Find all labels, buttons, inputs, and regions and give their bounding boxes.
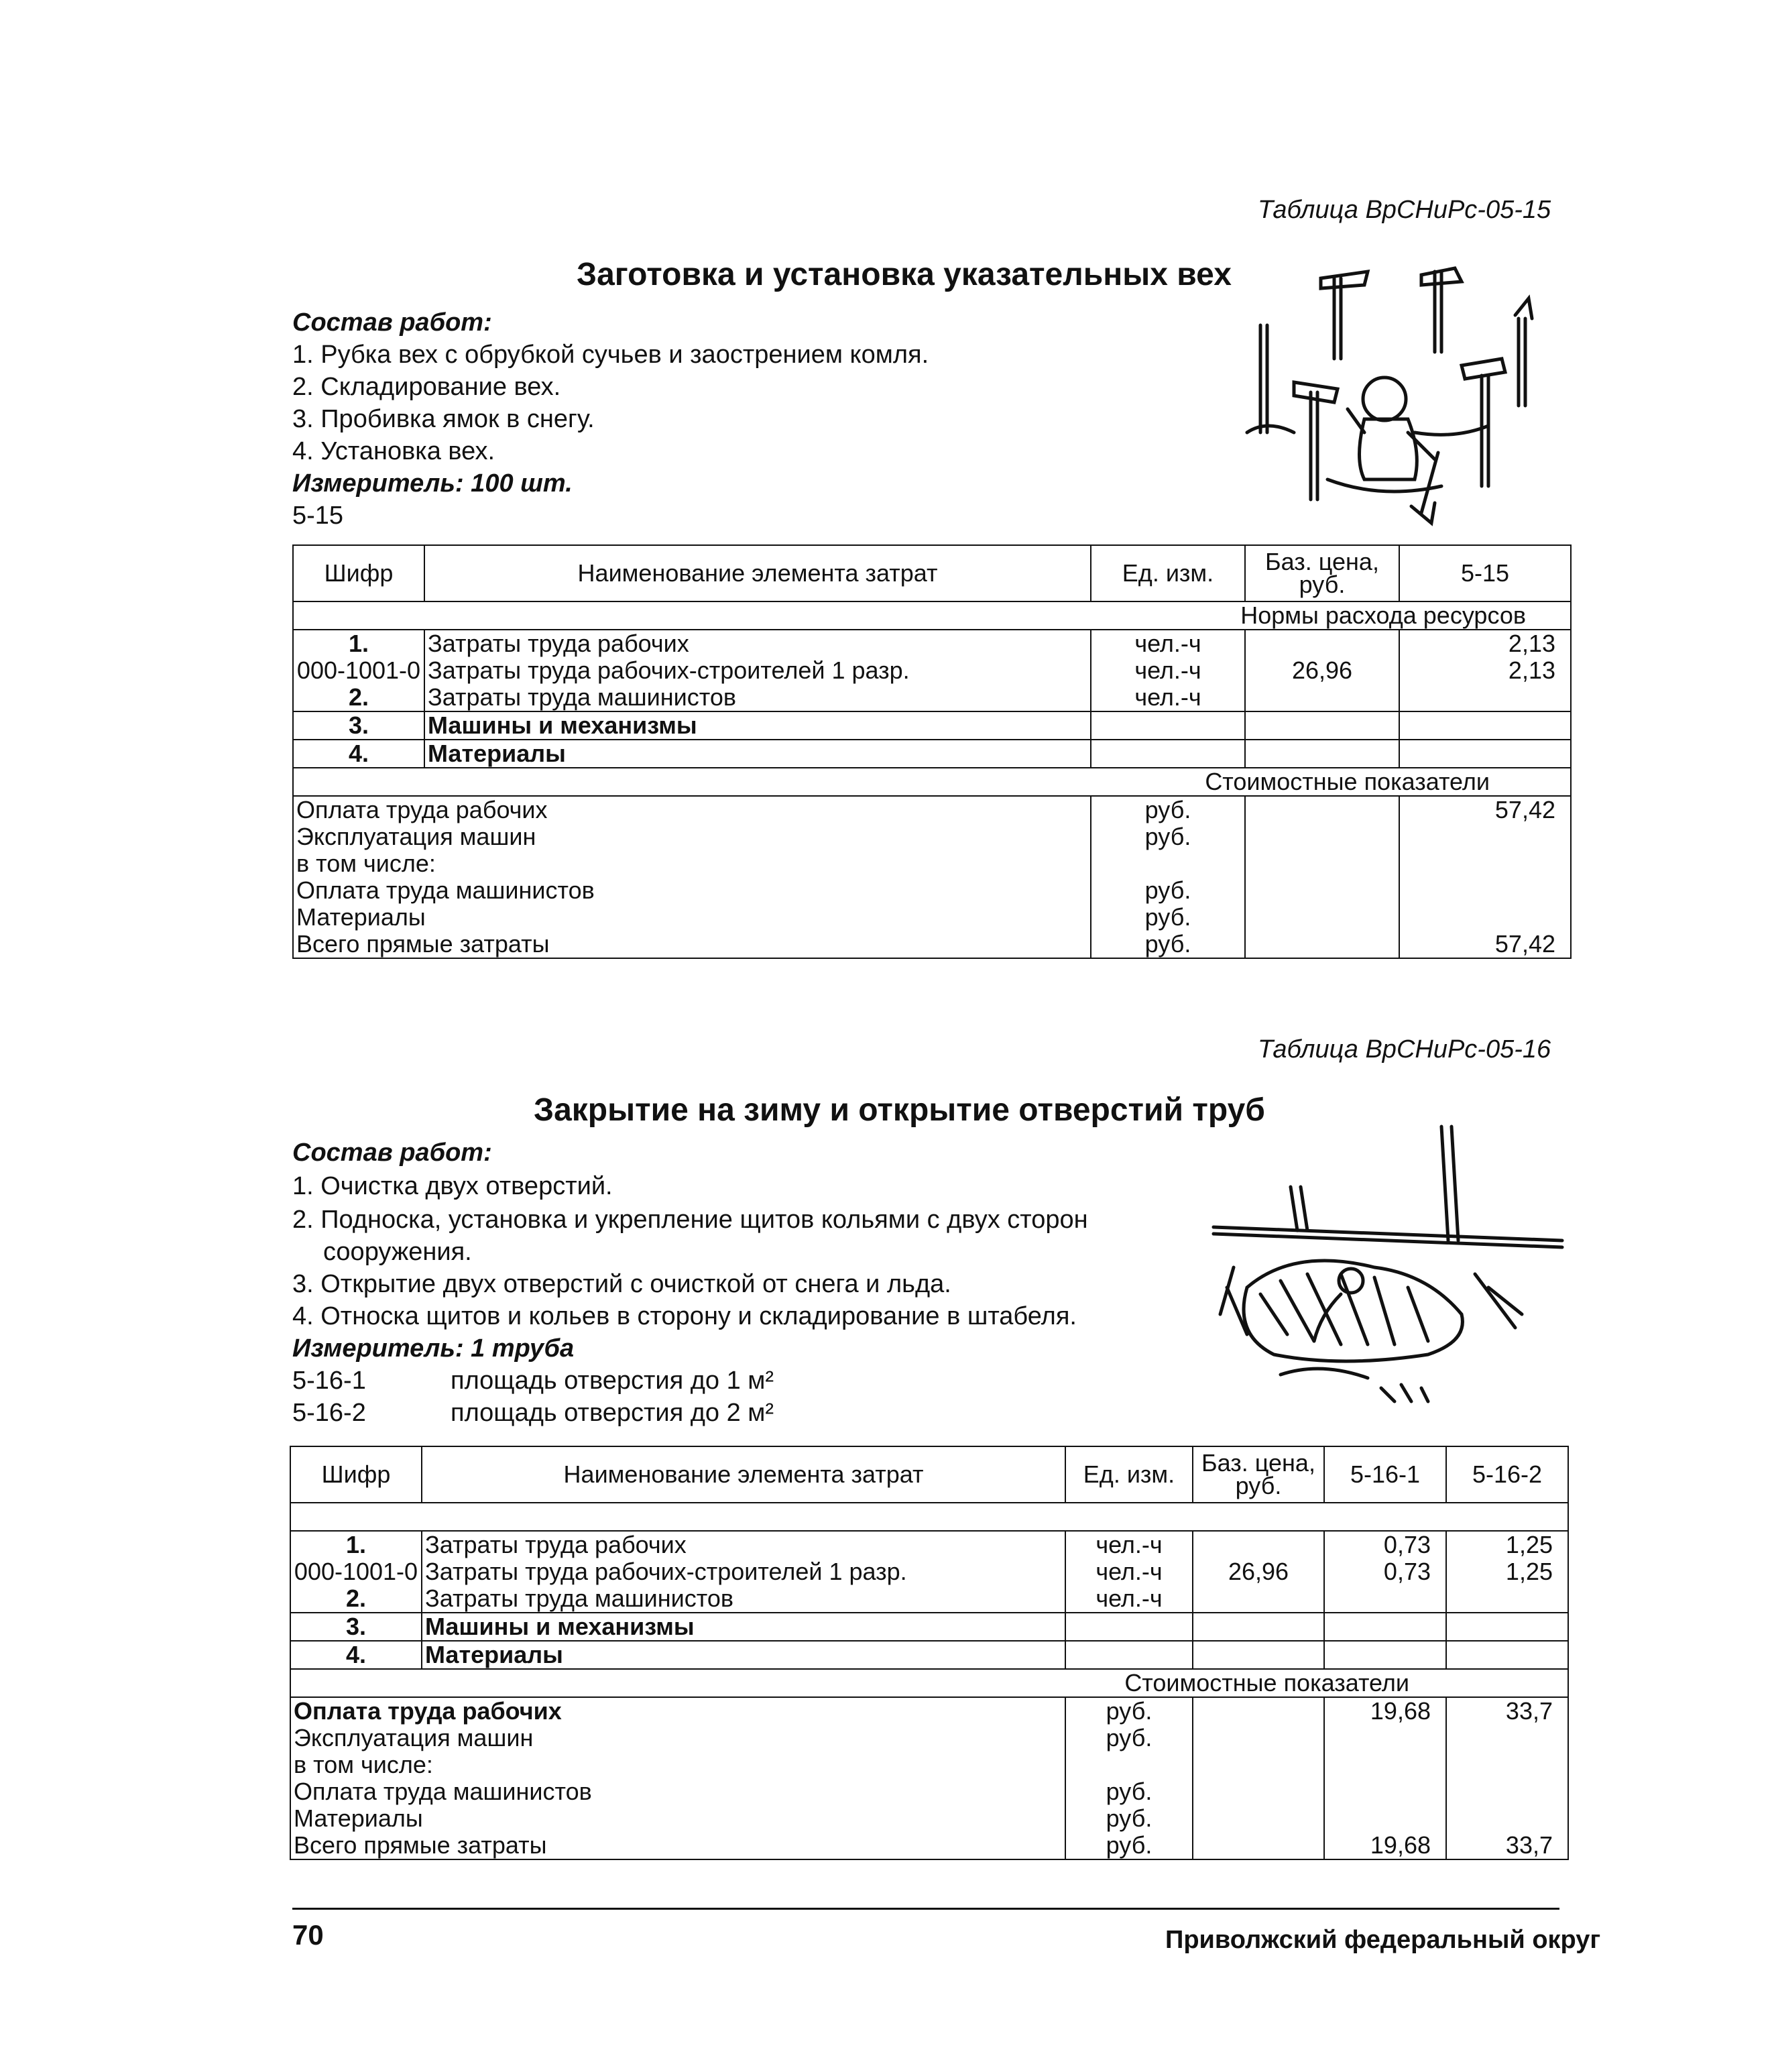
table-row: 3. Машины и механизмы [290, 1613, 1568, 1641]
work-item: 2. Складирование вех. [292, 373, 561, 401]
cost-label: Стоимостные показатели [290, 1669, 1568, 1697]
section-title-05-16: Закрытие на зиму и открытие отверстий труб [534, 1092, 1265, 1128]
cost-row: Эксплуатация машин руб. [290, 1725, 1568, 1751]
header-cell: 5-15 [1399, 545, 1571, 601]
cost-row: Всего прямые затраты руб. 57,42 [293, 931, 1571, 958]
norms-table-05-15 [292, 544, 1572, 959]
work-item: 3. Пробивка ямок в снегу. [292, 405, 595, 433]
work-item: 1. Очистка двух отверстий. [292, 1172, 613, 1200]
header-cell: 5-16-1 [1324, 1446, 1446, 1503]
variant-text: площадь отверстия до 1 м² [451, 1367, 774, 1395]
header-cell: Шифр [290, 1446, 422, 1503]
cost-row: Оплата труда рабочих руб. 57,42 [293, 796, 1571, 823]
table-row: 1. Затраты труда рабочих чел.-ч 2,13 [293, 630, 1571, 657]
work-item: сооружения. [323, 1238, 472, 1266]
variant-text: площадь отверстия до 2 м² [451, 1399, 774, 1427]
cost-label: Стоимостные показатели [293, 768, 1571, 796]
work-item: 1. Рубка вех с обрубкой сучьев и заострением комля. [292, 341, 929, 369]
rate-code: 5-15 [292, 502, 344, 530]
cost-row: Эксплуатация машин руб. [293, 823, 1571, 850]
header-cell-price: Баз. цена, руб. [1245, 545, 1399, 601]
work-item: 2. Подноска, установка и укрепление щитов кольями с двух сторон [292, 1206, 1088, 1234]
work-composition-heading: Состав работ: [292, 308, 492, 337]
measure-unit: Измеритель: 1 труба [292, 1334, 575, 1363]
variant-code: 5-16-1 [292, 1367, 366, 1395]
table-row: 000-1001-0 Затраты труда рабочих-строителей 1 разр. чел.-ч 26,96 2,13 [293, 657, 1571, 684]
header-cell: Ед. изм. [1065, 1446, 1193, 1503]
page-number: 70 [292, 1919, 324, 1951]
norms-label: Нормы расхода ресурсов [293, 601, 1571, 630]
table-tag-05-15: Таблица ВрСНиРс-05-15 [1258, 196, 1551, 224]
running-footer: Приволжский федеральный округ [1165, 1926, 1601, 1954]
cost-row: Оплата труда рабочих руб. 19,68 33,7 [290, 1697, 1568, 1725]
header-cell: Ед. изм. [1091, 545, 1245, 601]
cost-row: в том числе: [290, 1751, 1568, 1778]
table-row: 2. Затраты труда машинистов чел.-ч [290, 1585, 1568, 1613]
cost-row: Оплата труда машинистов руб. [293, 877, 1571, 904]
cost-row: Оплата труда машинистов руб. [290, 1778, 1568, 1805]
norms-table-05-16 [290, 1446, 1569, 1860]
table-row: 1. Затраты труда рабочих чел.-ч 0,73 1,25 [290, 1531, 1568, 1558]
footer-rule [292, 1908, 1559, 1910]
empty-band-row [290, 1503, 1568, 1531]
header-cell: Шифр [293, 545, 424, 601]
work-item: 3. Открытие двух отверстий с очисткой от снега и льда. [292, 1270, 951, 1298]
table-row: 2. Затраты труда машинистов чел.-ч [293, 684, 1571, 711]
header-cell-price: Баз. цена, руб. [1193, 1446, 1324, 1503]
table-tag-05-16: Таблица ВрСНиРс-05-16 [1258, 1035, 1551, 1063]
table-row: 4. Материалы [290, 1641, 1568, 1669]
header-cell: 5-16-2 [1446, 1446, 1568, 1503]
pipe-culvert-illustration [1207, 1113, 1569, 1422]
work-item: 4. Относка щитов и кольев в сторону и складирование в штабеля. [292, 1302, 1077, 1330]
measure-unit: Измеритель: 100 шт. [292, 469, 573, 498]
header-cell: Наименование элемента затрат [424, 545, 1091, 601]
cost-row: Всего прямые затраты руб. 19,68 33,7 [290, 1832, 1568, 1859]
table-row: 4. Материалы [293, 740, 1571, 768]
cost-row: Материалы руб. [293, 904, 1571, 931]
work-item: 4. Установка вех. [292, 437, 495, 465]
variant-code: 5-16-2 [292, 1399, 366, 1427]
table-row: 3. Машины и механизмы [293, 711, 1571, 740]
table-row: 000-1001-0 Затраты труда рабочих-строителей 1 разр. чел.-ч 26,96 0,73 1,25 [290, 1558, 1568, 1585]
cost-row: Материалы руб. [290, 1805, 1568, 1832]
signpost-stakes-illustration [1220, 265, 1569, 526]
header-cell: Наименование элемента затрат [422, 1446, 1065, 1503]
work-composition-heading: Состав работ: [292, 1139, 492, 1167]
section-title-05-15: Заготовка и установка указательных вех [577, 257, 1232, 292]
cost-row: в том числе: [293, 850, 1571, 877]
